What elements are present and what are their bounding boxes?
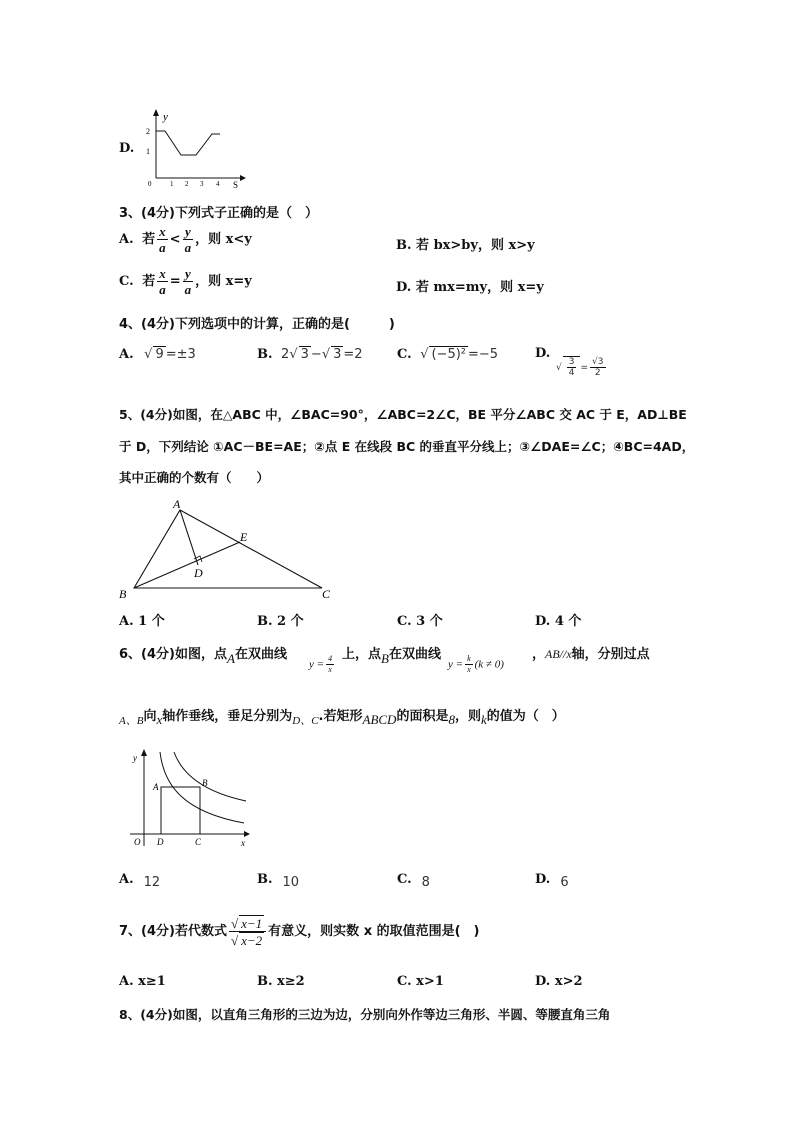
svg-text:A: A bbox=[153, 782, 159, 792]
q7-option-b: B. x≥2 bbox=[257, 974, 305, 989]
svg-text:3: 3 bbox=[200, 180, 204, 188]
svg-text:y: y bbox=[133, 753, 137, 763]
q7-option-a: A. x≥1 bbox=[119, 974, 166, 989]
q5-line2: 于 D，下列结论 ①AC－BE=AE；②点 E 在线段 BC 的垂直平分线上；③∠DAE=∠C；④BC=4AD， bbox=[119, 439, 695, 454]
q3-option-d: D. 若 mx=my，则 x=y bbox=[396, 280, 544, 295]
q4-option-d: D. bbox=[535, 346, 551, 361]
q7-stem: 7、(4分)若代数式 $\frac{√ x-1}{√ x-2}$ 有意义，则实数 x 的取值范围是( ) bbox=[119, 916, 480, 948]
svg-text:2: 2 bbox=[185, 180, 189, 188]
svg-text:B: B bbox=[202, 778, 208, 788]
q3-option-a: A. 若 $\frac{x}{a}$ < $\frac{y}{a}$ ，则 x<y bbox=[119, 224, 252, 255]
q6-curve2: y = $\frac{k}{x}$ (k ≠ 0) bbox=[448, 654, 504, 674]
q2-option-d-label: D. bbox=[119, 141, 135, 156]
q6-line1-mid: 上，点B在双曲线 bbox=[342, 647, 441, 666]
q6-line1: 6、(4分)如图，点A在双曲线 bbox=[119, 647, 287, 666]
q5-label-b: B bbox=[119, 587, 127, 601]
q8-line1: 8、(4分)如图，以直角三角形的三边为边，分别向外作等边三角形、半圆、等腰直角三角 bbox=[119, 1007, 611, 1022]
svg-text:O: O bbox=[134, 837, 141, 847]
svg-text:4: 4 bbox=[216, 180, 220, 188]
q3-option-b: B. 若 bx>by，则 x>y bbox=[396, 238, 535, 253]
q6-option-c: C. 8 bbox=[397, 872, 430, 890]
q3-stem: 3、(4分)下列式子正确的是（ ） bbox=[119, 206, 318, 221]
q5-option-d: D. 4 个 bbox=[535, 614, 582, 629]
q7-option-d: D. x>2 bbox=[535, 974, 583, 989]
q6-option-b: B. 10 bbox=[257, 872, 300, 890]
q6-line1-end: ，AB//x轴，分别过点 bbox=[532, 647, 650, 662]
q6-hyperbola-figure bbox=[124, 746, 254, 850]
svg-text:1: 1 bbox=[146, 147, 150, 156]
q5-line1: 5、(4分)如图，在△ABC 中，∠BAC=90°，∠ABC=2∠C，BE 平分∠ABC 交 AC 于 E，AD⊥BE bbox=[119, 407, 687, 422]
q7-option-c: C. x>1 bbox=[397, 974, 444, 989]
q2-graph-x-label: S bbox=[233, 180, 239, 190]
svg-text:2: 2 bbox=[146, 127, 150, 136]
q6-option-d: D. 6 bbox=[535, 872, 569, 890]
svg-text:D: D bbox=[157, 837, 164, 847]
q5-line3: 其中正确的个数有（ ） bbox=[119, 470, 270, 485]
svg-text:x: x bbox=[241, 838, 245, 848]
q4-option-a: A. √ 9 =±3 bbox=[119, 347, 196, 362]
q2-option-d-graph bbox=[140, 106, 250, 190]
q5-option-b: B. 2 个 bbox=[257, 614, 304, 629]
q4-stem: 4、(4分)下列选项中的计算，正确的是( ) bbox=[119, 317, 395, 332]
q5-label-c: C bbox=[322, 587, 331, 601]
q3-option-c: C. 若 $\frac{x}{a}$ = $\frac{y}{a}$ ，则 x=y bbox=[119, 266, 252, 297]
q5-option-a: A. 1 个 bbox=[119, 614, 165, 629]
q6-line2: $_{A、B}$向x轴作垂线，垂足分别为$_{D、C}$.若矩形ABCD的面积是8，则k的值为（ ） bbox=[119, 709, 565, 727]
q4-option-b: B. 2√ 3 −√ 3 =2 bbox=[257, 347, 363, 362]
svg-text:1: 1 bbox=[170, 180, 174, 188]
q6-curve1: y = $\frac{4}{x}$ bbox=[309, 654, 333, 674]
q5-triangle-figure bbox=[110, 496, 350, 604]
svg-text:C: C bbox=[195, 837, 202, 847]
q4-option-c: C. √ (−5)² =−5 bbox=[397, 347, 499, 362]
q5-label-d: D bbox=[194, 566, 203, 580]
q6-option-a: A. 12 bbox=[119, 872, 161, 890]
q5-option-c: C. 3 个 bbox=[397, 614, 443, 629]
q5-label-e: E bbox=[240, 530, 248, 544]
q2-graph-y-label: y bbox=[163, 111, 168, 123]
q5-label-a: A bbox=[173, 497, 181, 511]
q4-option-d-expr: √ $\frac{3}{4}$ = $\frac{√3}{2}$ bbox=[556, 357, 604, 378]
svg-text:0: 0 bbox=[148, 180, 152, 188]
